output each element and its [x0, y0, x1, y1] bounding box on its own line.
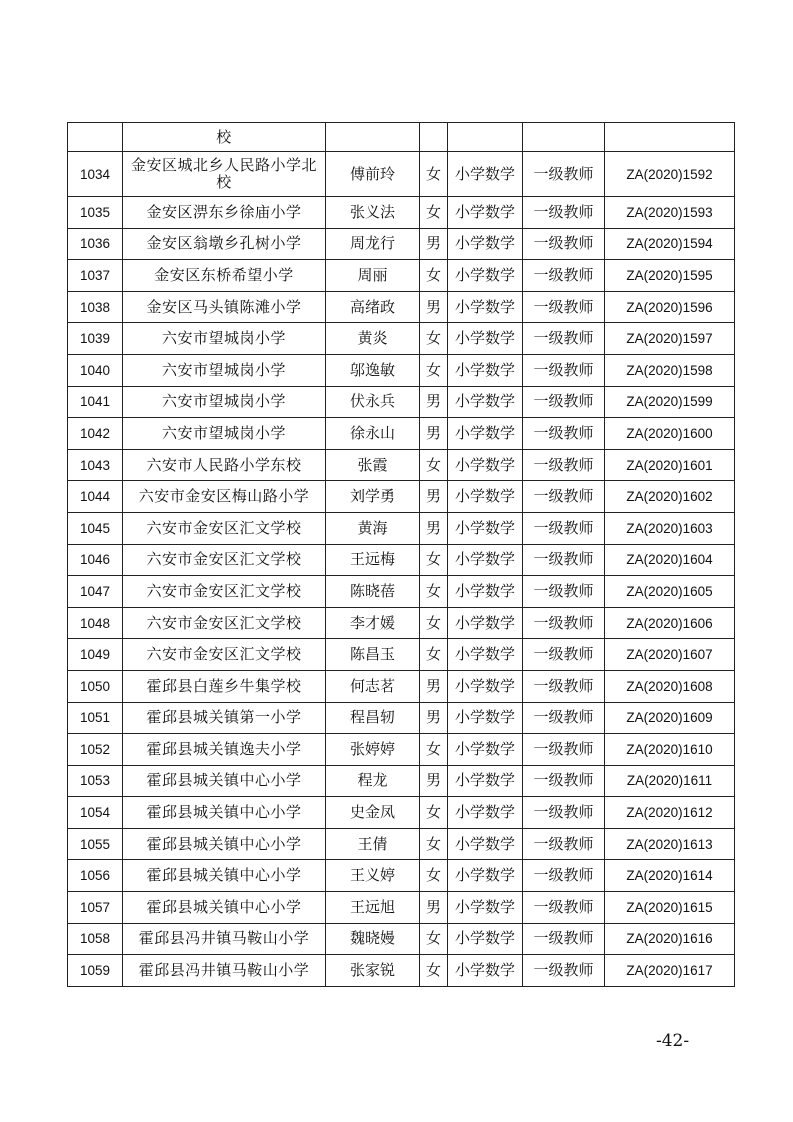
- cell-gender: 女: [420, 860, 448, 892]
- cell-school: 六安市金安区汇文学校: [123, 639, 326, 671]
- cell-subject: 小学数学: [448, 702, 523, 734]
- cell-id: 1042: [68, 418, 123, 450]
- cell-title: 一级教师: [523, 197, 605, 229]
- table-row: [68, 670, 735, 702]
- cell-id: 1058: [68, 923, 123, 955]
- cell-name: 邬逸敏: [326, 354, 420, 386]
- cell-name: 黄海: [326, 512, 420, 544]
- cell-subject: 小学数学: [448, 291, 523, 323]
- table-row: [68, 544, 735, 576]
- cell-school: 霍邱县城关镇中心小学: [123, 828, 326, 860]
- cell-school: 六安市望城岗小学: [123, 354, 326, 386]
- cell-id: 1052: [68, 734, 123, 766]
- cell-cert: ZA(2020)1606: [605, 607, 735, 639]
- cell-cert: ZA(2020)1604: [605, 544, 735, 576]
- cell-cert: ZA(2020)1596: [605, 291, 735, 323]
- cell-gender: 男: [420, 670, 448, 702]
- cell-gender: 女: [420, 576, 448, 608]
- cell-subject: 小学数学: [448, 734, 523, 766]
- cell-title: 一级教师: [523, 152, 605, 197]
- cell-id: 1034: [68, 152, 123, 197]
- cell-subject: 小学数学: [448, 544, 523, 576]
- cell-name: 伏永兵: [326, 386, 420, 418]
- cell-cert: ZA(2020)1602: [605, 481, 735, 513]
- cell-school: 六安市望城岗小学: [123, 323, 326, 355]
- cell-school: 校: [123, 123, 326, 152]
- cell-gender: 男: [420, 418, 448, 450]
- cell-subject: 小学数学: [448, 449, 523, 481]
- cell-name: 刘学勇: [326, 481, 420, 513]
- cell-title: 一级教师: [523, 323, 605, 355]
- cell-gender: 男: [420, 228, 448, 260]
- cell-cert: ZA(2020)1595: [605, 260, 735, 292]
- cell-name: 张家锐: [326, 955, 420, 987]
- cell-cert: ZA(2020)1607: [605, 639, 735, 671]
- cell-title: 一级教师: [523, 607, 605, 639]
- roster-body: [68, 123, 735, 987]
- cell-id: 1048: [68, 607, 123, 639]
- cell-cert: ZA(2020)1593: [605, 197, 735, 229]
- cell-name: 王义婷: [326, 860, 420, 892]
- table-row: [68, 418, 735, 450]
- cell-school: 霍邱县冯井镇马鞍山小学: [123, 955, 326, 987]
- cell-cert: ZA(2020)1613: [605, 828, 735, 860]
- cell-name: 王远梅: [326, 544, 420, 576]
- cell-subject: 小学数学: [448, 607, 523, 639]
- cell-title: 一级教师: [523, 639, 605, 671]
- cell-school: 金安区翁墩乡孔树小学: [123, 228, 326, 260]
- cell-title: [523, 123, 605, 152]
- cell-subject: 小学数学: [448, 323, 523, 355]
- cell-gender: 男: [420, 512, 448, 544]
- table-row: [68, 354, 735, 386]
- cell-gender: 女: [420, 607, 448, 639]
- cell-gender: 女: [420, 639, 448, 671]
- cell-name: 王倩: [326, 828, 420, 860]
- cell-subject: 小学数学: [448, 386, 523, 418]
- cell-subject: [448, 123, 523, 152]
- cell-title: 一级教师: [523, 260, 605, 292]
- cell-subject: 小学数学: [448, 828, 523, 860]
- cell-id: 1053: [68, 765, 123, 797]
- cell-id: 1037: [68, 260, 123, 292]
- table-row: [68, 765, 735, 797]
- cell-cert: ZA(2020)1612: [605, 797, 735, 829]
- cell-school: 六安市望城岗小学: [123, 418, 326, 450]
- page-number: -42-: [656, 1031, 690, 1051]
- cell-subject: 小学数学: [448, 197, 523, 229]
- cell-name: 张婷婷: [326, 734, 420, 766]
- cell-cert: ZA(2020)1615: [605, 892, 735, 924]
- cell-title: 一级教师: [523, 670, 605, 702]
- cell-id: 1056: [68, 860, 123, 892]
- table-row: [68, 892, 735, 924]
- cell-id: 1035: [68, 197, 123, 229]
- table-row: [68, 607, 735, 639]
- table-row: [68, 386, 735, 418]
- cell-school: 六安市金安区汇文学校: [123, 607, 326, 639]
- cell-gender: 女: [420, 828, 448, 860]
- cell-title: 一级教师: [523, 386, 605, 418]
- cell-id: 1047: [68, 576, 123, 608]
- table-row: [68, 260, 735, 292]
- cell-gender: 女: [420, 449, 448, 481]
- cell-school: 六安市望城岗小学: [123, 386, 326, 418]
- cell-name: 张义法: [326, 197, 420, 229]
- cell-school: 六安市人民路小学东校: [123, 449, 326, 481]
- cell-gender: 女: [420, 544, 448, 576]
- cell-name: 魏晓嫚: [326, 923, 420, 955]
- cell-cert: ZA(2020)1601: [605, 449, 735, 481]
- carryover-row: [68, 123, 735, 152]
- cell-name: 程龙: [326, 765, 420, 797]
- cell-school: 霍邱县城关镇中心小学: [123, 892, 326, 924]
- cell-subject: 小学数学: [448, 765, 523, 797]
- cell-title: 一级教师: [523, 734, 605, 766]
- cell-cert: ZA(2020)1609: [605, 702, 735, 734]
- table-row: [68, 512, 735, 544]
- cell-subject: 小学数学: [448, 260, 523, 292]
- cell-name: [326, 123, 420, 152]
- cell-school: 霍邱县白莲乡牛集学校: [123, 670, 326, 702]
- cell-cert: ZA(2020)1616: [605, 923, 735, 955]
- cell-school: 六安市金安区汇文学校: [123, 576, 326, 608]
- cell-name: 高绪政: [326, 291, 420, 323]
- cell-id: 1051: [68, 702, 123, 734]
- table-row: [68, 152, 735, 197]
- cell-school: 霍邱县城关镇第一小学: [123, 702, 326, 734]
- cell-id: 1050: [68, 670, 123, 702]
- cell-id: 1059: [68, 955, 123, 987]
- cell-subject: 小学数学: [448, 481, 523, 513]
- cell-cert: ZA(2020)1608: [605, 670, 735, 702]
- cell-gender: 男: [420, 291, 448, 323]
- cell-title: 一级教师: [523, 291, 605, 323]
- cell-cert: ZA(2020)1611: [605, 765, 735, 797]
- cell-gender: 女: [420, 797, 448, 829]
- cell-title: 一级教师: [523, 828, 605, 860]
- cell-name: 傅前玲: [326, 152, 420, 197]
- cell-school: 金安区东桥希望小学: [123, 260, 326, 292]
- cell-cert: ZA(2020)1605: [605, 576, 735, 608]
- cell-title: 一级教师: [523, 955, 605, 987]
- cell-title: 一级教师: [523, 481, 605, 513]
- cell-subject: 小学数学: [448, 354, 523, 386]
- cell-name: 徐永山: [326, 418, 420, 450]
- cell-name: 李才媛: [326, 607, 420, 639]
- cell-subject: 小学数学: [448, 639, 523, 671]
- cell-title: 一级教师: [523, 449, 605, 481]
- table-row: [68, 639, 735, 671]
- cell-school: 霍邱县城关镇中心小学: [123, 765, 326, 797]
- cell-id: 1040: [68, 354, 123, 386]
- cell-school: 六安市金安区汇文学校: [123, 544, 326, 576]
- cell-id: 1044: [68, 481, 123, 513]
- cell-cert: ZA(2020)1592: [605, 152, 735, 197]
- cell-name: 王远旭: [326, 892, 420, 924]
- cell-id: 1038: [68, 291, 123, 323]
- cell-school: 六安市金安区汇文学校: [123, 512, 326, 544]
- cell-subject: 小学数学: [448, 670, 523, 702]
- cell-gender: 女: [420, 923, 448, 955]
- table-row: [68, 481, 735, 513]
- cell-gender: 男: [420, 765, 448, 797]
- cell-school: 金安区淠东乡徐庙小学: [123, 197, 326, 229]
- cell-school: 霍邱县城关镇中心小学: [123, 797, 326, 829]
- cell-title: 一级教师: [523, 765, 605, 797]
- cell-cert: ZA(2020)1614: [605, 860, 735, 892]
- cell-name: 陈昌玉: [326, 639, 420, 671]
- cell-cert: ZA(2020)1617: [605, 955, 735, 987]
- cell-subject: 小学数学: [448, 955, 523, 987]
- cell-title: 一级教师: [523, 354, 605, 386]
- table-row: [68, 860, 735, 892]
- cell-gender: 女: [420, 323, 448, 355]
- cell-school: 霍邱县城关镇逸夫小学: [123, 734, 326, 766]
- cell-title: 一级教师: [523, 797, 605, 829]
- cell-title: 一级教师: [523, 544, 605, 576]
- cell-school: 霍邱县城关镇中心小学: [123, 860, 326, 892]
- cell-subject: 小学数学: [448, 418, 523, 450]
- table-row: [68, 228, 735, 260]
- cell-name: 史金凤: [326, 797, 420, 829]
- cell-gender: 男: [420, 386, 448, 418]
- cell-cert: [605, 123, 735, 152]
- cell-school: 霍邱县冯井镇马鞍山小学: [123, 923, 326, 955]
- table-row: [68, 197, 735, 229]
- cell-title: 一级教师: [523, 576, 605, 608]
- cell-id: 1055: [68, 828, 123, 860]
- cell-school: 金安区城北乡人民路小学北校: [123, 152, 326, 197]
- cell-name: 周丽: [326, 260, 420, 292]
- cell-cert: ZA(2020)1599: [605, 386, 735, 418]
- cell-school: 六安市金安区梅山路小学: [123, 481, 326, 513]
- cell-gender: 女: [420, 354, 448, 386]
- cell-subject: 小学数学: [448, 923, 523, 955]
- cell-subject: 小学数学: [448, 512, 523, 544]
- cell-gender: 女: [420, 955, 448, 987]
- cell-gender: 女: [420, 152, 448, 197]
- cell-subject: 小学数学: [448, 860, 523, 892]
- cell-name: 黄炎: [326, 323, 420, 355]
- cell-title: 一级教师: [523, 923, 605, 955]
- cell-id: 1045: [68, 512, 123, 544]
- cell-gender: 女: [420, 197, 448, 229]
- table-row: [68, 797, 735, 829]
- cell-cert: ZA(2020)1603: [605, 512, 735, 544]
- cell-subject: 小学数学: [448, 228, 523, 260]
- table-row: [68, 828, 735, 860]
- cell-gender: 女: [420, 734, 448, 766]
- cell-gender: 女: [420, 260, 448, 292]
- table-row: [68, 291, 735, 323]
- table-row: [68, 449, 735, 481]
- cell-subject: 小学数学: [448, 152, 523, 197]
- cell-title: 一级教师: [523, 418, 605, 450]
- cell-cert: ZA(2020)1598: [605, 354, 735, 386]
- cell-title: 一级教师: [523, 702, 605, 734]
- cell-gender: [420, 123, 448, 152]
- cell-cert: ZA(2020)1594: [605, 228, 735, 260]
- cell-id: 1039: [68, 323, 123, 355]
- cell-id: 1054: [68, 797, 123, 829]
- cell-name: 张霞: [326, 449, 420, 481]
- table-row: [68, 702, 735, 734]
- cell-id: 1049: [68, 639, 123, 671]
- cell-title: 一级教师: [523, 860, 605, 892]
- cell-school: 金安区马头镇陈滩小学: [123, 291, 326, 323]
- cell-cert: ZA(2020)1597: [605, 323, 735, 355]
- cell-name: 周龙行: [326, 228, 420, 260]
- teacher-roster-table: [67, 122, 735, 987]
- cell-title: 一级教师: [523, 228, 605, 260]
- cell-id: 1057: [68, 892, 123, 924]
- cell-id: 1036: [68, 228, 123, 260]
- cell-title: 一级教师: [523, 512, 605, 544]
- cell-id: 1041: [68, 386, 123, 418]
- cell-subject: 小学数学: [448, 576, 523, 608]
- cell-id: 1043: [68, 449, 123, 481]
- cell-id: 1046: [68, 544, 123, 576]
- cell-cert: ZA(2020)1600: [605, 418, 735, 450]
- table-row: [68, 955, 735, 987]
- table-row: [68, 576, 735, 608]
- cell-gender: 男: [420, 481, 448, 513]
- cell-subject: 小学数学: [448, 797, 523, 829]
- cell-name: 何志茗: [326, 670, 420, 702]
- cell-name: 程昌轫: [326, 702, 420, 734]
- table-row: [68, 323, 735, 355]
- cell-gender: 男: [420, 892, 448, 924]
- cell-cert: ZA(2020)1610: [605, 734, 735, 766]
- cell-title: 一级教师: [523, 892, 605, 924]
- cell-id: [68, 123, 123, 152]
- table-row: [68, 923, 735, 955]
- table-row: [68, 734, 735, 766]
- cell-name: 陈晓蓓: [326, 576, 420, 608]
- cell-subject: 小学数学: [448, 892, 523, 924]
- cell-gender: 男: [420, 702, 448, 734]
